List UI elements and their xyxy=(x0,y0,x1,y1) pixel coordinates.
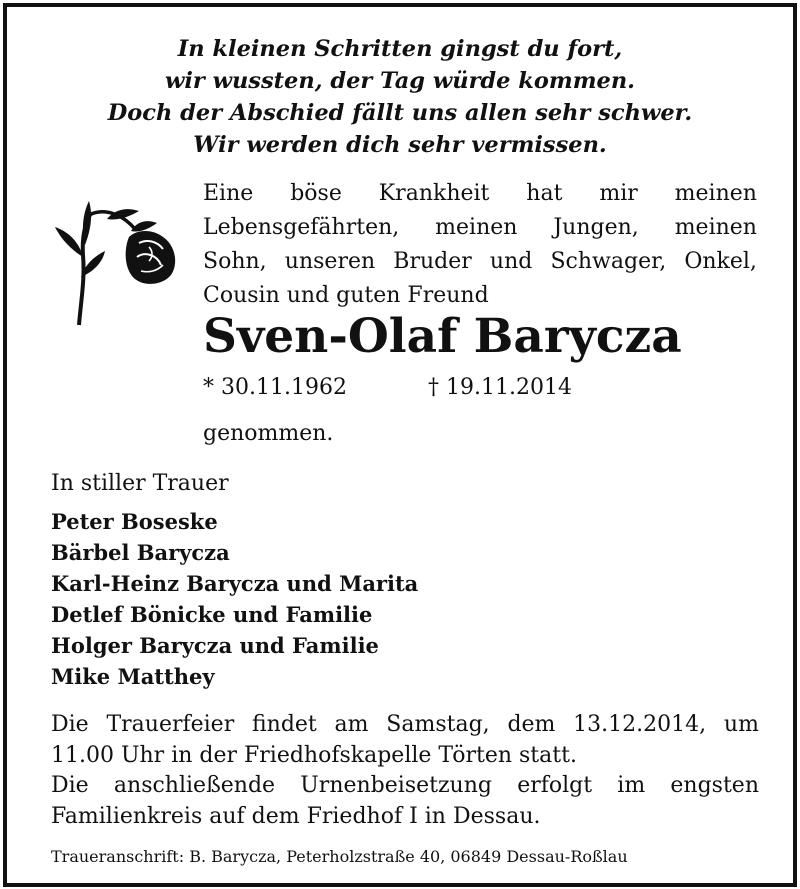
mourner-name: Detlef Bönicke und Familie xyxy=(51,602,373,627)
mourner-name: Holger Barycza und Familie xyxy=(51,633,379,658)
intro-text xyxy=(203,177,757,313)
obituary-frame xyxy=(3,3,797,887)
poem-line: In kleinen Schritten gingst du fort, xyxy=(177,36,623,62)
word: Jungen, xyxy=(553,215,639,240)
rose-icon xyxy=(45,185,179,327)
word: erfolgt xyxy=(517,773,593,798)
word: Krankheit xyxy=(378,181,490,206)
poem-line: Wir werden dich sehr vermissen. xyxy=(193,132,607,158)
intro-line xyxy=(203,245,757,279)
word: anschließende xyxy=(113,773,276,798)
funeral-info xyxy=(51,710,759,832)
poem xyxy=(7,33,793,161)
mourning-address: Traueranschrift: B. Barycza, Peterholzstraße 40, 06849 Dessau-Roßlau xyxy=(51,847,628,866)
word: meinen xyxy=(674,215,757,240)
word: dem xyxy=(507,712,556,737)
word: unseren xyxy=(284,249,376,274)
death-date: † 19.11.2014 xyxy=(428,375,572,400)
word: Trauerfeier xyxy=(106,712,235,737)
word: Samstag, xyxy=(386,712,490,737)
word: 11.00 Uhr in der Friedhofskapelle Törten statt. xyxy=(51,742,577,768)
word: Familienkreis auf dem Friedhof I in Dessau. xyxy=(51,803,541,829)
life-dates xyxy=(203,373,572,403)
word: Onkel, xyxy=(684,249,757,274)
word: Die xyxy=(51,712,89,737)
poem-line: wir wussten, der Tag würde kommen. xyxy=(164,68,636,94)
word: Eine xyxy=(203,181,254,206)
word: Die xyxy=(51,773,89,798)
intro-line xyxy=(203,177,757,211)
deceased-name: Sven-Olaf Barycza xyxy=(203,309,682,364)
word: hat xyxy=(526,181,563,206)
word: findet xyxy=(251,712,317,737)
mourner-name: Karl-Heinz Barycza und Marita xyxy=(51,571,419,596)
word: im xyxy=(617,773,646,798)
birth-date: * 30.11.1962 xyxy=(203,375,347,400)
word: Cousin und guten Freund xyxy=(203,283,489,308)
word: mir xyxy=(599,181,638,206)
word: und xyxy=(489,249,533,274)
funeral-line xyxy=(51,771,759,802)
mourner-name: Bärbel Barycza xyxy=(51,540,230,565)
mourner-list xyxy=(51,506,418,692)
funeral-line xyxy=(51,802,759,833)
word: Schwager, xyxy=(550,249,667,274)
intro-line xyxy=(203,211,757,245)
word: engsten xyxy=(670,773,759,798)
word: Urnenbeisetzung xyxy=(300,773,492,798)
word: um xyxy=(723,712,759,737)
word: böse xyxy=(290,181,342,206)
word: Lebensgefährten, xyxy=(203,215,400,240)
word: 13.12.2014, xyxy=(573,712,707,737)
mourning-heading: In stiller Trauer xyxy=(51,471,229,496)
word: meinen xyxy=(674,181,757,206)
mourner-name: Mike Matthey xyxy=(51,664,215,689)
word: am xyxy=(334,712,369,737)
word: meinen xyxy=(435,215,518,240)
mourner-name: Peter Boseske xyxy=(51,509,218,534)
word: Sohn, xyxy=(203,249,267,274)
taken-text: genommen. xyxy=(203,421,334,446)
poem-line: Doch der Abschied fällt uns allen sehr schwer. xyxy=(107,100,693,126)
funeral-line xyxy=(51,710,759,741)
word: Bruder xyxy=(393,249,472,274)
funeral-line xyxy=(51,741,759,772)
